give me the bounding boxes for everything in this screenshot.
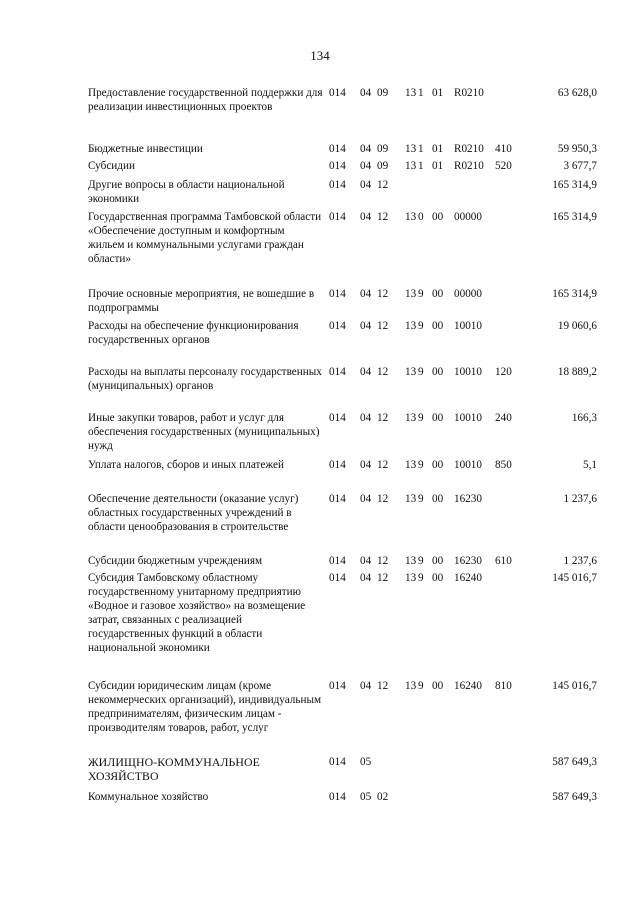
amount: 165 314,9 (552, 179, 597, 191)
grbs-code: 014 (329, 160, 346, 172)
direction-code: 10010 (454, 366, 482, 378)
grbs-code: 014 (329, 366, 346, 378)
amount: 63 628,0 (557, 87, 597, 99)
activity-code: 00 (432, 288, 444, 300)
page-number: 134 (310, 48, 330, 63)
subprogram-code: 9 (418, 555, 424, 567)
direction-code: 16230 (454, 555, 482, 567)
activity-code: 00 (432, 493, 444, 505)
table-row (0, 790, 640, 807)
activity-code: 00 (432, 680, 444, 692)
direction-code: 00000 (454, 288, 482, 300)
subprogram-code: 1 (418, 143, 424, 155)
program-code: 13 (405, 555, 417, 567)
table-row (0, 287, 640, 319)
section-code: 05 (360, 756, 372, 768)
program-code: 13 (405, 211, 417, 223)
table-row (0, 210, 640, 287)
grbs-code: 014 (329, 493, 346, 505)
subsection-code: 12 (377, 179, 389, 191)
subprogram-code: 9 (418, 366, 424, 378)
amount: 165 314,9 (552, 211, 597, 223)
row-description: Обеспечение деятельности (оказание услуг) областных государственных учреждений в области ценообразования в строительстве (88, 493, 299, 533)
subsection-code: 12 (377, 493, 389, 505)
program-code: 13 (405, 160, 417, 172)
subsection-code: 12 (377, 211, 389, 223)
subsection-code: 09 (377, 160, 389, 172)
subsection-code: 12 (377, 366, 389, 378)
subprogram-code: 9 (418, 680, 424, 692)
direction-code: 10010 (454, 459, 482, 471)
subprogram-code: 9 (418, 288, 424, 300)
direction-code: R0210 (454, 160, 484, 172)
section-code: 04 (360, 555, 372, 567)
section-code: 04 (360, 179, 372, 191)
row-description: Субсидия Тамбовскому областному государственному унитарному предприятию «Водное и газовое хозяйство» на возмещение затрат, связанных с реализацией государственных функций в области национальной экономики (88, 572, 306, 654)
subprogram-code: 9 (418, 320, 424, 332)
subprogram-code: 9 (418, 459, 424, 471)
activity-code: 00 (432, 459, 444, 471)
amount: 145 016,7 (552, 572, 597, 584)
direction-code: 10010 (454, 412, 482, 424)
program-code: 13 (405, 493, 417, 505)
grbs-code: 014 (329, 211, 346, 223)
amount: 165 314,9 (552, 288, 597, 300)
table-row (0, 492, 640, 554)
amount: 5,1 (583, 459, 597, 471)
table-row (0, 679, 640, 755)
amount: 587 649,3 (552, 756, 597, 768)
activity-code: 00 (432, 412, 444, 424)
grbs-code: 014 (329, 412, 346, 424)
table-row (0, 411, 640, 458)
row-description: Другие вопросы в области национальной экономики (88, 179, 285, 205)
expense-type-code: 850 (495, 459, 512, 471)
row-description: Субсидии (88, 160, 135, 172)
activity-code: 00 (432, 320, 444, 332)
subsection-code: 12 (377, 555, 389, 567)
amount: 3 677,7 (563, 160, 597, 172)
grbs-code: 014 (329, 288, 346, 300)
table-row (0, 571, 640, 679)
activity-code: 01 (432, 160, 444, 172)
subprogram-code: 9 (418, 412, 424, 424)
subprogram-code: 9 (418, 493, 424, 505)
table-row (0, 178, 640, 210)
row-description: Иные закупки товаров, работ и услуг для обеспечения государственных (муниципальных) нужд (88, 412, 320, 452)
section-code: 04 (360, 680, 372, 692)
amount: 59 950,3 (557, 143, 597, 155)
section-code: 04 (360, 87, 372, 99)
program-code: 13 (405, 459, 417, 471)
subprogram-code: 9 (418, 572, 424, 584)
section-code: 05 (360, 791, 372, 803)
direction-code: R0210 (454, 143, 484, 155)
subsection-code: 12 (377, 680, 389, 692)
activity-code: 00 (432, 572, 444, 584)
row-description: Предоставление государственной поддержки для реализации инвестиционных проектов (88, 87, 323, 113)
subsection-code: 12 (377, 320, 389, 332)
expense-type-code: 120 (495, 366, 512, 378)
table-row (0, 319, 640, 365)
section-code: 04 (360, 572, 372, 584)
subsection-code: 09 (377, 143, 389, 155)
row-description: Коммунальное хозяйство (88, 791, 209, 803)
direction-code: 00000 (454, 211, 482, 223)
row-description: Расходы на обеспечение функционирования государственных органов (88, 320, 299, 346)
subsection-code: 12 (377, 288, 389, 300)
row-description: Прочие основные мероприятия, не вошедшие в подпрограммы (88, 288, 315, 314)
section-code: 04 (360, 211, 372, 223)
activity-code: 00 (432, 211, 444, 223)
table-row (0, 458, 640, 492)
row-description: Государственная программа Тамбовской области «Обеспечение доступным и комфортным жильем и коммунальными услугами граждан области» (88, 211, 322, 265)
budget-table (0, 86, 640, 807)
row-description: Уплата налогов, сборов и иных платежей (88, 459, 284, 471)
row-description: Бюджетные инвестиции (88, 143, 203, 155)
direction-code: 16240 (454, 572, 482, 584)
program-code: 13 (405, 572, 417, 584)
program-code: 13 (405, 680, 417, 692)
direction-code: 10010 (454, 320, 482, 332)
table-row (0, 142, 640, 159)
program-code: 13 (405, 143, 417, 155)
expense-type-code: 610 (495, 555, 512, 567)
section-code: 04 (360, 160, 372, 172)
grbs-code: 014 (329, 179, 346, 191)
subprogram-code: 0 (418, 211, 424, 223)
amount: 1 237,6 (563, 555, 597, 567)
subprogram-code: 1 (418, 160, 424, 172)
section-code: 04 (360, 366, 372, 378)
program-code: 13 (405, 288, 417, 300)
expense-type-code: 810 (495, 680, 512, 692)
activity-code: 01 (432, 143, 444, 155)
section-code: 04 (360, 288, 372, 300)
grbs-code: 014 (329, 680, 346, 692)
amount: 166,3 (571, 412, 597, 424)
section-code: 04 (360, 459, 372, 471)
amount: 1 237,6 (563, 493, 597, 505)
amount: 587 649,3 (552, 791, 597, 803)
grbs-code: 014 (329, 572, 346, 584)
grbs-code: 014 (329, 791, 346, 803)
table-row (0, 365, 640, 411)
section-code: 04 (360, 143, 372, 155)
table-row (0, 159, 640, 178)
table-row (0, 86, 640, 142)
subsection-code: 12 (377, 459, 389, 471)
amount: 145 016,7 (552, 680, 597, 692)
row-description: Расходы на выплаты персоналу государственных (муниципальных) органов (88, 366, 322, 392)
grbs-code: 014 (329, 756, 346, 768)
amount: 18 889,2 (557, 366, 597, 378)
amount: 19 060,6 (557, 320, 597, 332)
expense-type-code: 520 (495, 160, 512, 172)
subsection-code: 12 (377, 412, 389, 424)
expense-type-code: 240 (495, 412, 512, 424)
subprogram-code: 1 (418, 87, 424, 99)
activity-code: 00 (432, 366, 444, 378)
section-code: 04 (360, 320, 372, 332)
table-row (0, 554, 640, 571)
program-code: 13 (405, 320, 417, 332)
program-code: 13 (405, 87, 417, 99)
section-code: 04 (360, 412, 372, 424)
subsection-code: 02 (377, 791, 389, 803)
section-code: 04 (360, 493, 372, 505)
grbs-code: 014 (329, 143, 346, 155)
row-description: Субсидии юридическим лицам (кроме некоммерческих организаций), индивидуальным предпринимателям, физическим лицам - производителям товаров, работ, услуг (88, 680, 322, 734)
grbs-code: 014 (329, 87, 346, 99)
activity-code: 00 (432, 555, 444, 567)
program-code: 13 (405, 412, 417, 424)
direction-code: 16240 (454, 680, 482, 692)
section-heading: ЖИЛИЩНО-КОММУНАЛЬНОЕ ХОЗЯЙСТВО (88, 755, 260, 783)
grbs-code: 014 (329, 320, 346, 332)
grbs-code: 014 (329, 555, 346, 567)
direction-code: R0210 (454, 87, 484, 99)
row-description: Субсидии бюджетным учреждениям (88, 555, 263, 567)
grbs-code: 014 (329, 459, 346, 471)
subsection-code: 09 (377, 87, 389, 99)
activity-code: 01 (432, 87, 444, 99)
table-row (0, 755, 640, 790)
direction-code: 16230 (454, 493, 482, 505)
subsection-code: 12 (377, 572, 389, 584)
program-code: 13 (405, 366, 417, 378)
expense-type-code: 410 (495, 143, 512, 155)
